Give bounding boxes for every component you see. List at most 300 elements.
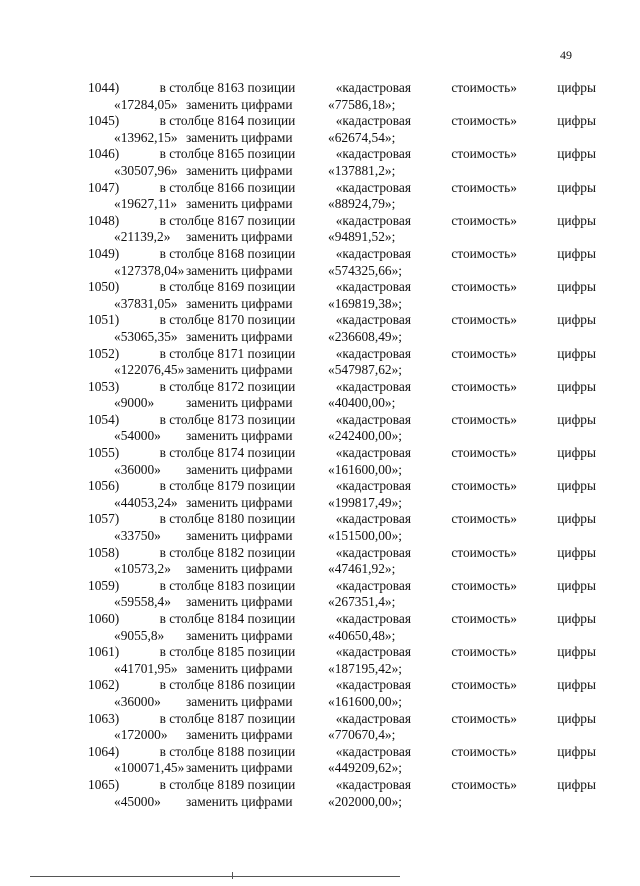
old-value: «17284,05» [114,96,178,112]
cadastral-label: «кадастровая [335,279,411,295]
value-label: стоимость» [451,511,517,527]
entry-number: 1064) [88,743,120,759]
entry-number: 1058) [88,544,120,560]
replace-label: заменить цифрами [186,96,293,112]
position-label: позиции [247,644,296,660]
cadastral-label: «кадастровая [335,312,411,328]
new-value: «449209,62»; [328,760,403,776]
entry-second-line [88,428,596,445]
column-phrase [160,511,296,528]
in-column-label: в столбце [159,743,215,759]
column-number: 8189 [217,776,245,792]
list-item [88,644,596,677]
column-number: 8180 [217,511,245,527]
replace-label: заменить цифрами [186,594,293,610]
in-column-label: в столбце [159,710,215,726]
old-value: «36000» [114,693,161,709]
replace-label: заменить цифрами [186,129,293,145]
column-number: 8185 [217,644,245,660]
entry-number: 1061) [88,644,120,660]
column-phrase [160,346,296,363]
entry-first-line [88,478,596,495]
replace-label: заменить цифрами [186,793,293,809]
cadastral-label: «кадастровая [335,478,411,494]
cadastral-label: «кадастровая [335,577,411,593]
position-label: позиции [247,113,296,129]
entry-first-line [88,379,596,396]
cadastral-label: «кадастровая [335,345,411,361]
entry-number: 1053) [88,378,120,394]
new-value: «137881,2»; [328,162,396,178]
entry-second-line [88,263,596,280]
column-number: 8183 [217,577,245,593]
column-phrase [160,279,296,296]
in-column-label: в столбце [159,378,215,394]
column-number: 8164 [217,113,245,129]
column-phrase [160,213,296,230]
value-label: стоимость» [451,478,517,494]
value-label: стоимость» [451,279,517,295]
entry-number: 1059) [88,577,120,593]
digits-label: цифры [557,445,596,461]
digits-label: цифры [557,146,596,162]
in-column-label: в столбце [159,577,215,593]
value-label: стоимость» [451,146,517,162]
entry-first-line [88,146,596,163]
position-label: позиции [247,212,296,228]
in-column-label: в столбце [159,677,215,693]
replace-label: заменить цифрами [186,328,293,344]
entry-second-line [88,329,596,346]
entry-number: 1063) [88,710,120,726]
entry-first-line [88,611,596,628]
digits-label: цифры [557,80,596,95]
entry-number: 1065) [88,776,120,792]
in-column-label: в столбце [159,179,215,195]
entry-number: 1052) [88,345,120,361]
replace-label: заменить цифрами [186,461,293,477]
column-phrase [160,677,296,694]
position-label: позиции [247,445,296,461]
list-item [88,113,596,146]
entry-second-line [88,594,596,611]
column-phrase [160,744,296,761]
cadastral-label: «кадастровая [335,113,411,129]
digits-label: цифры [557,411,596,427]
old-value: «21139,2» [114,229,171,245]
column-phrase [160,711,296,728]
column-phrase [160,379,296,396]
value-label: стоимость» [451,345,517,361]
old-value: «33750» [114,528,161,544]
old-value: «100071,45» [114,760,185,776]
column-phrase [160,777,296,794]
digits-label: цифры [557,644,596,660]
entry-second-line [88,661,596,678]
list-item [88,246,596,279]
value-label: стоимость» [451,677,517,693]
cadastral-label: «кадастровая [335,411,411,427]
cadastral-label: «кадастровая [335,611,411,626]
replace-label: заменить цифрами [186,362,293,378]
digits-label: цифры [557,743,596,759]
entry-first-line [88,180,596,197]
list-item [88,312,596,345]
column-number: 8167 [217,212,245,228]
entry-number: 1047) [88,179,120,195]
new-value: «169819,38»; [328,295,403,311]
page-number: 49 [560,48,572,62]
position-label: позиции [247,478,296,494]
new-value: «161600,00»; [328,693,403,709]
old-value: «19627,11» [114,196,178,212]
column-phrase [160,180,296,197]
in-column-label: в столбце [159,80,215,95]
cadastral-label: «кадастровая [335,511,411,527]
old-value: «53065,35» [114,328,178,344]
new-value: «770670,4»; [328,727,396,743]
entry-number: 1060) [88,611,120,626]
column-number: 8165 [217,146,245,162]
entry-first-line [88,346,596,363]
entry-second-line [88,163,596,180]
position-label: позиции [247,345,296,361]
in-column-label: в столбце [159,776,215,792]
digits-label: цифры [557,378,596,394]
entry-first-line [88,511,596,528]
digits-label: цифры [557,511,596,527]
entry-second-line [88,130,596,147]
entry-first-line [88,445,596,462]
column-phrase [160,312,296,329]
digits-label: цифры [557,478,596,494]
entry-second-line [88,561,596,578]
old-value: «59558,4» [114,594,171,610]
column-number: 8179 [217,478,245,494]
position-label: позиции [247,80,296,95]
value-label: стоимость» [451,743,517,759]
footer-tick-mark [232,872,233,879]
new-value: «267351,4»; [328,594,396,610]
cadastral-label: «кадастровая [335,776,411,792]
digits-label: цифры [557,677,596,693]
replace-label: заменить цифрами [186,229,293,245]
in-column-label: в столбце [159,511,215,527]
position-label: позиции [247,776,296,792]
cadastral-label: «кадастровая [335,212,411,228]
entry-second-line [88,229,596,246]
list-item [88,677,596,710]
replace-label: заменить цифрами [186,627,293,643]
new-value: «40400,00»; [328,395,396,411]
old-value: «10573,2» [114,561,171,577]
entry-second-line [88,395,596,412]
footer-rule [30,876,400,877]
digits-label: цифры [557,179,596,195]
entry-second-line [88,97,596,114]
entry-number: 1056) [88,478,120,494]
old-value: «13962,15» [114,129,178,145]
column-number: 8172 [217,378,245,394]
column-number: 8166 [217,179,245,195]
value-label: стоимость» [451,710,517,726]
old-value: «54000» [114,428,161,444]
cadastral-label: «кадастровая [335,378,411,394]
in-column-label: в столбце [159,544,215,560]
column-number: 8186 [217,677,245,693]
position-label: позиции [247,577,296,593]
digits-label: цифры [557,544,596,560]
position-label: позиции [247,611,296,626]
new-value: «94891,52»; [328,229,396,245]
entry-first-line [88,113,596,130]
column-number: 8170 [217,312,245,328]
column-number: 8169 [217,279,245,295]
digits-label: цифры [557,245,596,261]
new-value: «202000,00»; [328,793,403,809]
cadastral-label: «кадастровая [335,677,411,693]
entry-first-line [88,711,596,728]
entry-second-line [88,495,596,512]
in-column-label: в столбце [159,212,215,228]
cadastral-label: «кадастровая [335,245,411,261]
value-label: стоимость» [451,312,517,328]
column-number: 8182 [217,544,245,560]
position-label: позиции [247,179,296,195]
list-item [88,213,596,246]
new-value: «77586,18»; [328,96,396,112]
cadastral-label: «кадастровая [335,445,411,461]
list-item [88,346,596,379]
column-number: 8187 [217,710,245,726]
list-item [88,545,596,578]
column-phrase [160,478,296,495]
old-value: «127378,04» [114,262,185,278]
digits-label: цифры [557,345,596,361]
column-phrase [160,611,296,628]
entry-first-line [88,213,596,230]
replace-label: заменить цифрами [186,727,293,743]
entry-second-line [88,628,596,645]
old-value: «9055,8» [114,627,165,643]
new-value: «187195,42»; [328,660,403,676]
column-number: 8174 [217,445,245,461]
entry-second-line [88,196,596,213]
amendment-list [88,80,596,810]
column-number: 8163 [217,80,245,95]
column-number: 8184 [217,611,245,626]
new-value: «547987,62»; [328,362,403,378]
new-value: «88924,79»; [328,196,396,212]
list-item [88,511,596,544]
list-item [88,611,596,644]
old-value: «30507,96» [114,162,178,178]
position-label: позиции [247,743,296,759]
replace-label: заменить цифрами [186,162,293,178]
entry-second-line [88,362,596,379]
new-value: «151500,00»; [328,528,403,544]
value-label: стоимость» [451,179,517,195]
entry-first-line [88,644,596,661]
cadastral-label: «кадастровая [335,544,411,560]
digits-label: цифры [557,312,596,328]
entry-first-line [88,312,596,329]
cadastral-label: «кадастровая [335,179,411,195]
list-item [88,478,596,511]
old-value: «172000» [114,727,168,743]
entry-number: 1048) [88,212,120,228]
entry-number: 1062) [88,677,120,693]
cadastral-label: «кадастровая [335,146,411,162]
value-label: стоимость» [451,544,517,560]
entry-second-line [88,694,596,711]
entry-first-line [88,80,596,97]
in-column-label: в столбце [159,312,215,328]
list-item [88,744,596,777]
entry-number: 1051) [88,312,120,328]
entry-first-line [88,246,596,263]
value-label: стоимость» [451,411,517,427]
in-column-label: в столбце [159,146,215,162]
replace-label: заменить цифрами [186,760,293,776]
new-value: «199817,49»; [328,494,403,510]
entry-number: 1050) [88,279,120,295]
entry-first-line [88,279,596,296]
list-item [88,777,596,810]
old-value: «41701,95» [114,660,178,676]
column-number: 8188 [217,743,245,759]
new-value: «40650,48»; [328,627,396,643]
value-label: стоимость» [451,577,517,593]
in-column-label: в столбце [159,411,215,427]
cadastral-label: «кадастровая [335,80,411,95]
entry-first-line [88,578,596,595]
column-phrase [160,146,296,163]
value-label: стоимость» [451,776,517,792]
position-label: позиции [247,411,296,427]
old-value: «122076,45» [114,362,185,378]
list-item [88,445,596,478]
entry-number: 1049) [88,245,120,261]
entry-second-line [88,727,596,744]
digits-label: цифры [557,710,596,726]
cadastral-label: «кадастровая [335,710,411,726]
in-column-label: в столбце [159,611,215,626]
replace-label: заменить цифрами [186,660,293,676]
position-label: позиции [247,378,296,394]
list-item [88,711,596,744]
value-label: стоимость» [451,212,517,228]
cadastral-label: «кадастровая [335,743,411,759]
column-number: 8173 [217,411,245,427]
digits-label: цифры [557,611,596,626]
column-phrase [160,113,296,130]
column-phrase [160,246,296,263]
entry-first-line [88,777,596,794]
replace-label: заменить цифрами [186,196,293,212]
list-item [88,578,596,611]
list-item [88,379,596,412]
replace-label: заменить цифрами [186,262,293,278]
entry-number: 1046) [88,146,120,162]
entry-first-line [88,545,596,562]
position-label: позиции [247,677,296,693]
old-value: «44053,24» [114,494,178,510]
digits-label: цифры [557,279,596,295]
column-phrase [160,578,296,595]
position-label: позиции [247,312,296,328]
list-item [88,279,596,312]
in-column-label: в столбце [159,245,215,261]
value-label: стоимость» [451,644,517,660]
position-label: позиции [247,544,296,560]
replace-label: заменить цифрами [186,494,293,510]
column-phrase [160,445,296,462]
new-value: «574325,66»; [328,262,403,278]
entry-number: 1045) [88,113,120,129]
new-value: «242400,00»; [328,428,403,444]
position-label: позиции [247,146,296,162]
list-item [88,180,596,213]
list-item [88,80,596,113]
value-label: стоимость» [451,445,517,461]
entry-second-line [88,760,596,777]
cadastral-label: «кадастровая [335,644,411,660]
column-phrase [160,545,296,562]
new-value: «47461,92»; [328,561,396,577]
replace-label: заменить цифрами [186,428,293,444]
in-column-label: в столбце [159,279,215,295]
entry-number: 1054) [88,411,120,427]
digits-label: цифры [557,113,596,129]
entry-second-line [88,462,596,479]
value-label: стоимость» [451,378,517,394]
list-item [88,412,596,445]
value-label: стоимость» [451,245,517,261]
position-label: позиции [247,710,296,726]
in-column-label: в столбце [159,345,215,361]
value-label: стоимость» [451,113,517,129]
new-value: «62674,54»; [328,129,396,145]
replace-label: заменить цифрами [186,395,293,411]
entry-first-line [88,744,596,761]
entry-second-line [88,528,596,545]
replace-label: заменить цифрами [186,528,293,544]
replace-label: заменить цифрами [186,693,293,709]
in-column-label: в столбце [159,445,215,461]
digits-label: цифры [557,776,596,792]
old-value: «9000» [114,395,155,411]
digits-label: цифры [557,212,596,228]
in-column-label: в столбце [159,113,215,129]
old-value: «45000» [114,793,161,809]
new-value: «236608,49»; [328,328,403,344]
column-phrase [160,80,296,97]
entry-number: 1057) [88,511,120,527]
in-column-label: в столбце [159,644,215,660]
replace-label: заменить цифрами [186,295,293,311]
position-label: позиции [247,245,296,261]
position-label: позиции [247,279,296,295]
column-number: 8171 [217,345,245,361]
position-label: позиции [247,511,296,527]
column-number: 8168 [217,245,245,261]
entry-number: 1044) [88,80,120,95]
entry-number: 1055) [88,445,120,461]
entry-second-line [88,296,596,313]
entry-first-line [88,412,596,429]
value-label: стоимость» [451,80,517,95]
